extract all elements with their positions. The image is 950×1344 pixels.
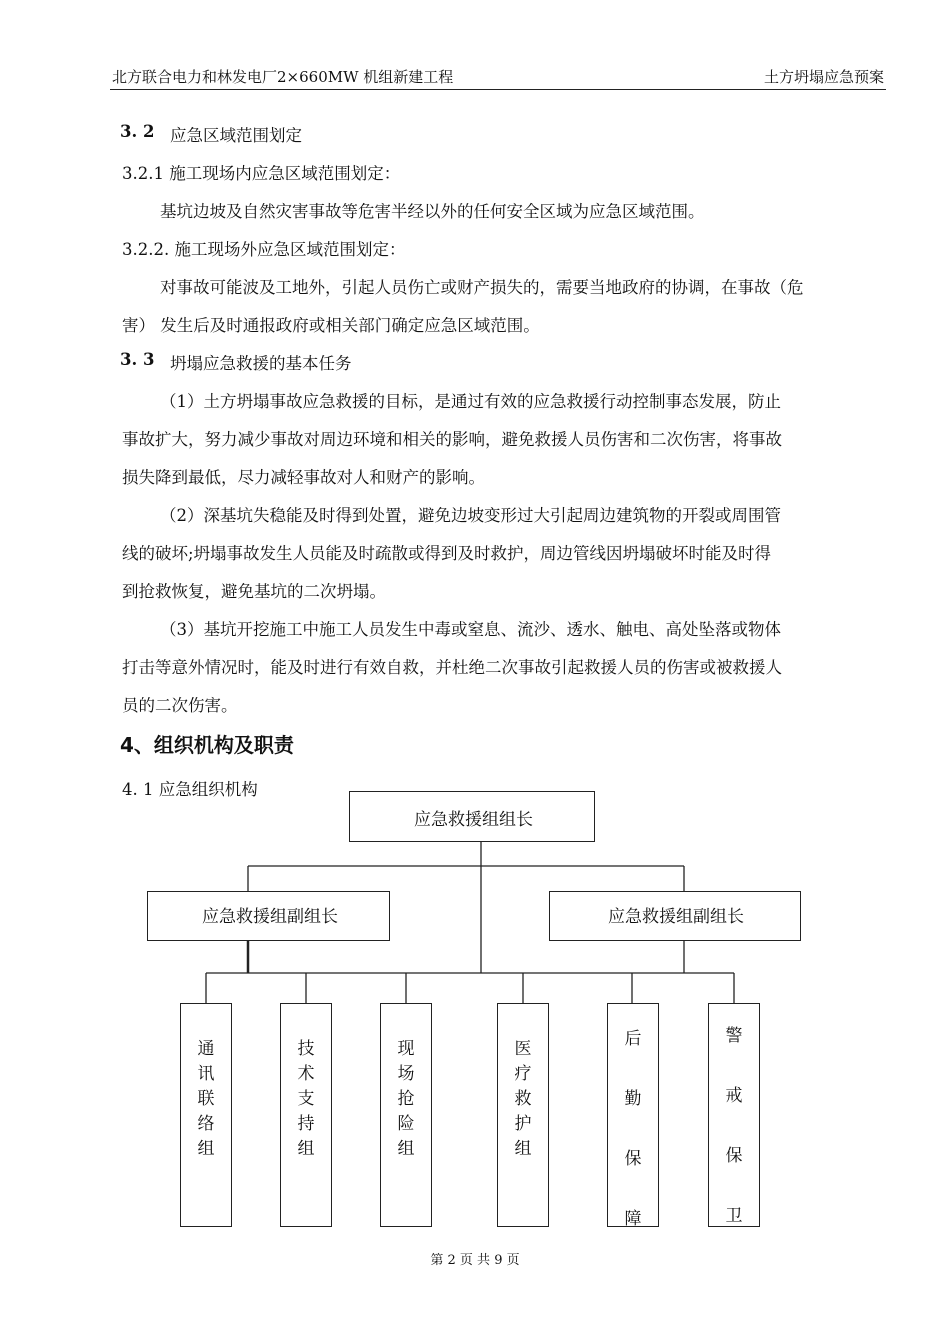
- paragraph-2-line1: （2）深基坑失稳能及时得到处置，避免边坡变形过大引起周边建筑物的开裂或周围管: [160, 506, 781, 525]
- group-char: 警: [725, 1026, 743, 1046]
- group-char: 技: [297, 1039, 315, 1059]
- group-char: 讯: [197, 1064, 215, 1084]
- group-box-security: [708, 1003, 760, 1227]
- group-char: 戒: [725, 1086, 743, 1106]
- group-char: 疗: [514, 1064, 532, 1084]
- subsection-3-2-2-line1: 对事故可能波及工地外，引起人员伤亡或财产损失的，需要当地政府的协调，在事故（危: [160, 278, 804, 297]
- group-char: 护: [514, 1114, 532, 1134]
- group-char: 组: [514, 1139, 532, 1159]
- leader-label: 应急救援组组长: [414, 810, 533, 830]
- paragraph-3-line3: 员的二次伤害。: [122, 696, 238, 715]
- subsection-3-2-1-text: 基坑边坡及自然灾害事故等危害半经以外的任何安全区域为应急区域范围。: [160, 202, 705, 221]
- subsection-4-1-title: 4. 1 应急组织机构: [122, 780, 258, 799]
- header-project-title: 北方联合电力和林发电厂2×660MW 机组新建工程: [112, 68, 454, 86]
- group-char: 障: [624, 1209, 642, 1229]
- paragraph-1-line3: 损失降到最低，尽力减轻事故对人和财产的影响。: [122, 468, 485, 487]
- group-char: 后: [624, 1029, 642, 1049]
- group-char: 组: [297, 1139, 315, 1159]
- group-char: 保: [725, 1146, 743, 1166]
- group-char: 通: [197, 1039, 215, 1059]
- subsection-3-2-2-title: 3.2.2. 施工现场外应急区域范围划定：: [122, 240, 406, 259]
- group-char: 救: [514, 1089, 532, 1109]
- leader-box: [349, 791, 595, 842]
- deputy-left-box: [147, 891, 390, 941]
- subsection-3-2-2-line2: 害） 发生后及时通报政府或相关部门确定应急区域范围。: [122, 316, 540, 335]
- group-char: 术: [297, 1064, 315, 1084]
- deputy-left-label: 应急救援组副组长: [202, 907, 338, 927]
- section-4-title: 4、组织机构及职责: [120, 733, 294, 757]
- section-3-2-number: 3. 2: [120, 122, 155, 141]
- paragraph-1-line1: （1）土方坍塌事故应急救援的目标，是通过有效的应急救援行动控制事态发展，防止: [160, 392, 781, 411]
- group-char: 支: [297, 1089, 315, 1109]
- group-char: 抢: [397, 1089, 415, 1109]
- subsection-3-2-1-title: 3.2.1 施工现场内应急区域范围划定：: [122, 164, 401, 183]
- paragraph-3-line2: 打击等意外情况时，能及时进行有效自救，并杜绝二次事故引起救援人员的伤害或被救援人: [122, 658, 782, 677]
- group-char: 组: [397, 1139, 415, 1159]
- section-3-2-title: 应急区域范围划定: [170, 126, 302, 145]
- group-char: 场: [397, 1064, 415, 1084]
- group-box-technical-support: [280, 1003, 332, 1227]
- group-box-communication: [180, 1003, 232, 1227]
- group-char: 持: [297, 1114, 315, 1134]
- group-char: 卫: [725, 1206, 743, 1226]
- group-box-logistics: [607, 1003, 659, 1227]
- section-3-3-number: 3. 3: [120, 350, 155, 369]
- paragraph-2-line2: 线的破坏;坍塌事故发生人员能及时疏散或得到及时救护，周边管线因坍塌破坏时能及时得: [122, 544, 772, 563]
- paragraph-3-line1: （3）基坑开挖施工中施工人员发生中毒或窒息、流沙、透水、触电、高处坠落或物体: [160, 620, 781, 639]
- group-char: 医: [514, 1039, 532, 1059]
- group-char: 组: [197, 1139, 215, 1159]
- deputy-right-label: 应急救援组副组长: [608, 907, 744, 927]
- group-char: 络: [197, 1114, 215, 1134]
- paragraph-1-line2: 事故扩大，努力减少事故对周边环境和相关的影响，避免救援人员伤害和二次伤害，将事故: [122, 430, 782, 449]
- page-number: 第 2 页 共 9 页: [430, 1253, 520, 1268]
- header-document-title: 土方坍塌应急预案: [763, 68, 884, 86]
- group-char: 保: [624, 1149, 642, 1169]
- group-box-rescue: [380, 1003, 432, 1227]
- group-char: 联: [197, 1089, 215, 1109]
- group-box-medical: [497, 1003, 549, 1227]
- group-char: 现: [397, 1039, 415, 1059]
- section-3-3-title: 坍塌应急救援的基本任务: [170, 354, 352, 373]
- deputy-right-box: [549, 891, 801, 941]
- paragraph-2-line3: 到抢救恢复，避免基坑的二次坍塌。: [122, 582, 386, 601]
- group-char: 险: [397, 1114, 415, 1134]
- group-char: 勤: [624, 1089, 642, 1109]
